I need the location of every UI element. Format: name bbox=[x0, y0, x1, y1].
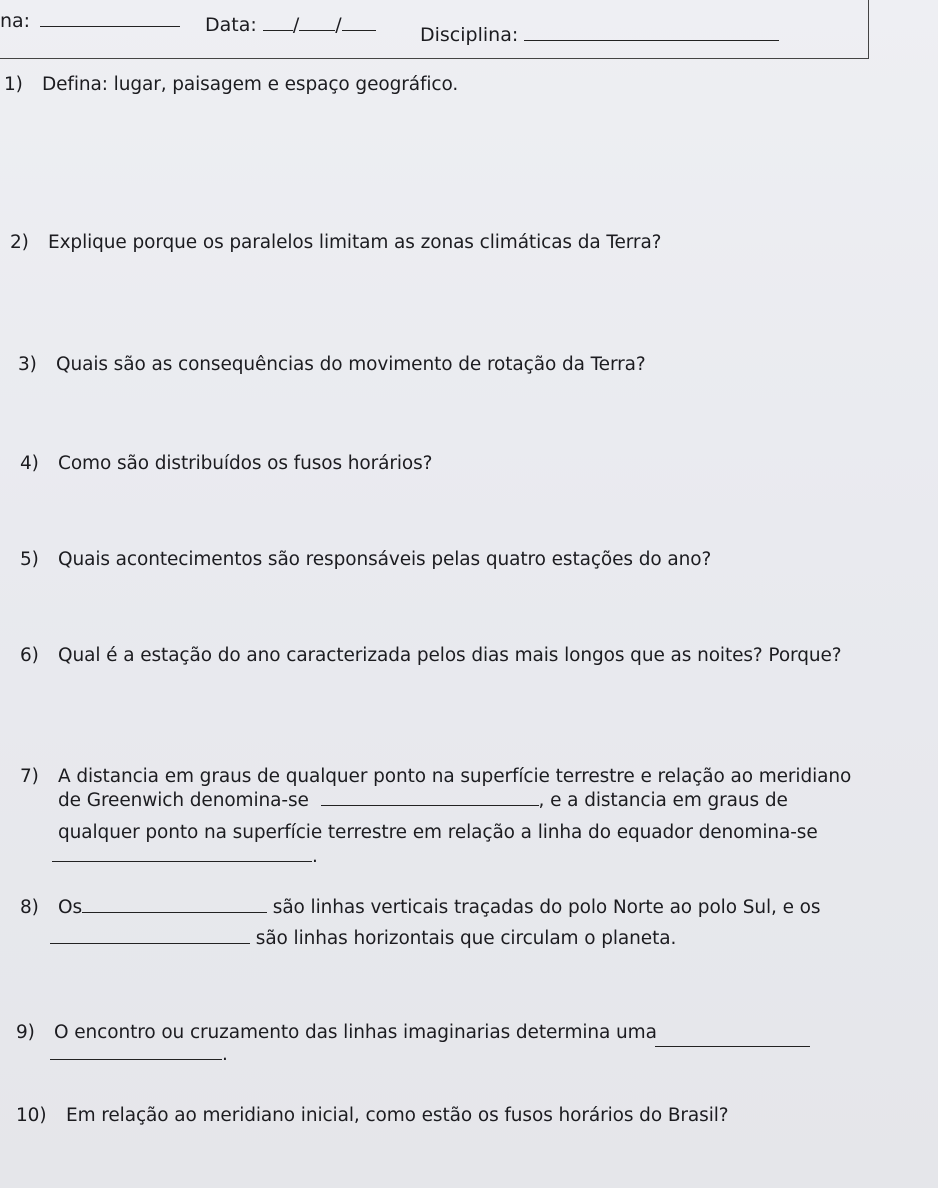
discipline-blank[interactable] bbox=[524, 26, 779, 41]
date-label: Data: bbox=[205, 14, 257, 36]
answer-blank[interactable] bbox=[655, 1046, 810, 1047]
question-number: 9) bbox=[16, 1022, 35, 1043]
question-number: 8) bbox=[20, 897, 39, 918]
answer-blank[interactable] bbox=[321, 790, 539, 806]
question-text: Qual é a estação do ano caracterizada pelos dias mais longos que as noites? Porque? bbox=[58, 645, 842, 666]
question-number: 5) bbox=[20, 549, 39, 570]
question-text: . bbox=[222, 1044, 228, 1065]
name-label: na: bbox=[0, 10, 31, 32]
date-sep-2: / bbox=[335, 14, 342, 36]
question-text: são linhas verticais traçadas do polo Norte ao polo Sul, e os bbox=[272, 897, 821, 918]
date-sep-1: / bbox=[292, 14, 300, 36]
question-8-line-2 bbox=[50, 928, 676, 949]
question-9 bbox=[16, 1022, 657, 1043]
question-7-line-4 bbox=[52, 846, 318, 867]
question-text: Em relação ao meridiano inicial, como estão os fusos horários do Brasil? bbox=[66, 1105, 729, 1126]
question-10 bbox=[16, 1105, 729, 1126]
answer-blank[interactable] bbox=[50, 928, 250, 944]
question-text: de Greenwich denomina-se bbox=[58, 790, 309, 811]
question-text: qualquer ponto na superfície terrestre em relação a linha do equador denomina-se bbox=[58, 822, 818, 843]
question-number: 7) bbox=[20, 766, 39, 787]
question-7-line-3 bbox=[58, 822, 818, 843]
question-2 bbox=[10, 232, 661, 253]
answer-blank[interactable] bbox=[50, 1044, 222, 1060]
question-3 bbox=[18, 354, 646, 375]
question-1 bbox=[4, 74, 458, 95]
date-field bbox=[205, 14, 376, 36]
question-number: 4) bbox=[20, 453, 39, 474]
question-5 bbox=[20, 549, 711, 570]
question-text: Quais são as consequências do movimento de rotação da Terra? bbox=[56, 354, 646, 375]
question-number: 3) bbox=[18, 354, 37, 375]
answer-blank[interactable] bbox=[52, 846, 312, 862]
question-7-line-2 bbox=[58, 790, 788, 811]
question-6 bbox=[20, 645, 842, 666]
date-day-blank[interactable] bbox=[263, 16, 293, 31]
discipline-field bbox=[420, 24, 779, 46]
question-8 bbox=[20, 897, 820, 918]
discipline-label: Disciplina: bbox=[420, 24, 519, 46]
question-number: 1) bbox=[4, 74, 23, 95]
question-7 bbox=[20, 766, 851, 787]
question-text: Quais acontecimentos são responsáveis pelas quatro estações do ano? bbox=[58, 549, 712, 570]
question-number: 2) bbox=[10, 232, 29, 253]
question-text: Defina: lugar, paisagem e espaço geográfico. bbox=[42, 74, 459, 95]
question-text: O encontro ou cruzamento das linhas imaginarias determina uma bbox=[54, 1022, 657, 1043]
date-month-blank[interactable] bbox=[299, 16, 335, 31]
question-text: , e a distancia em graus de bbox=[538, 790, 788, 811]
question-text: . bbox=[312, 846, 318, 867]
name-blank[interactable] bbox=[40, 12, 180, 27]
date-year-blank[interactable] bbox=[342, 16, 376, 31]
question-text: Como são distribuídos os fusos horários? bbox=[58, 453, 433, 474]
question-number: 10) bbox=[16, 1105, 47, 1126]
question-text: Os bbox=[58, 897, 82, 918]
question-number: 6) bbox=[20, 645, 39, 666]
question-text: A distancia em graus de qualquer ponto na superfície terrestre e relação ao meridiano bbox=[58, 766, 852, 787]
question-text: são linhas horizontais que circulam o planeta. bbox=[255, 928, 677, 949]
answer-blank[interactable] bbox=[82, 897, 267, 913]
question-text: Explique porque os paralelos limitam as zonas climáticas da Terra? bbox=[48, 232, 662, 253]
question-4 bbox=[20, 453, 432, 474]
name-field bbox=[0, 10, 180, 32]
question-9-line-2 bbox=[50, 1044, 228, 1065]
